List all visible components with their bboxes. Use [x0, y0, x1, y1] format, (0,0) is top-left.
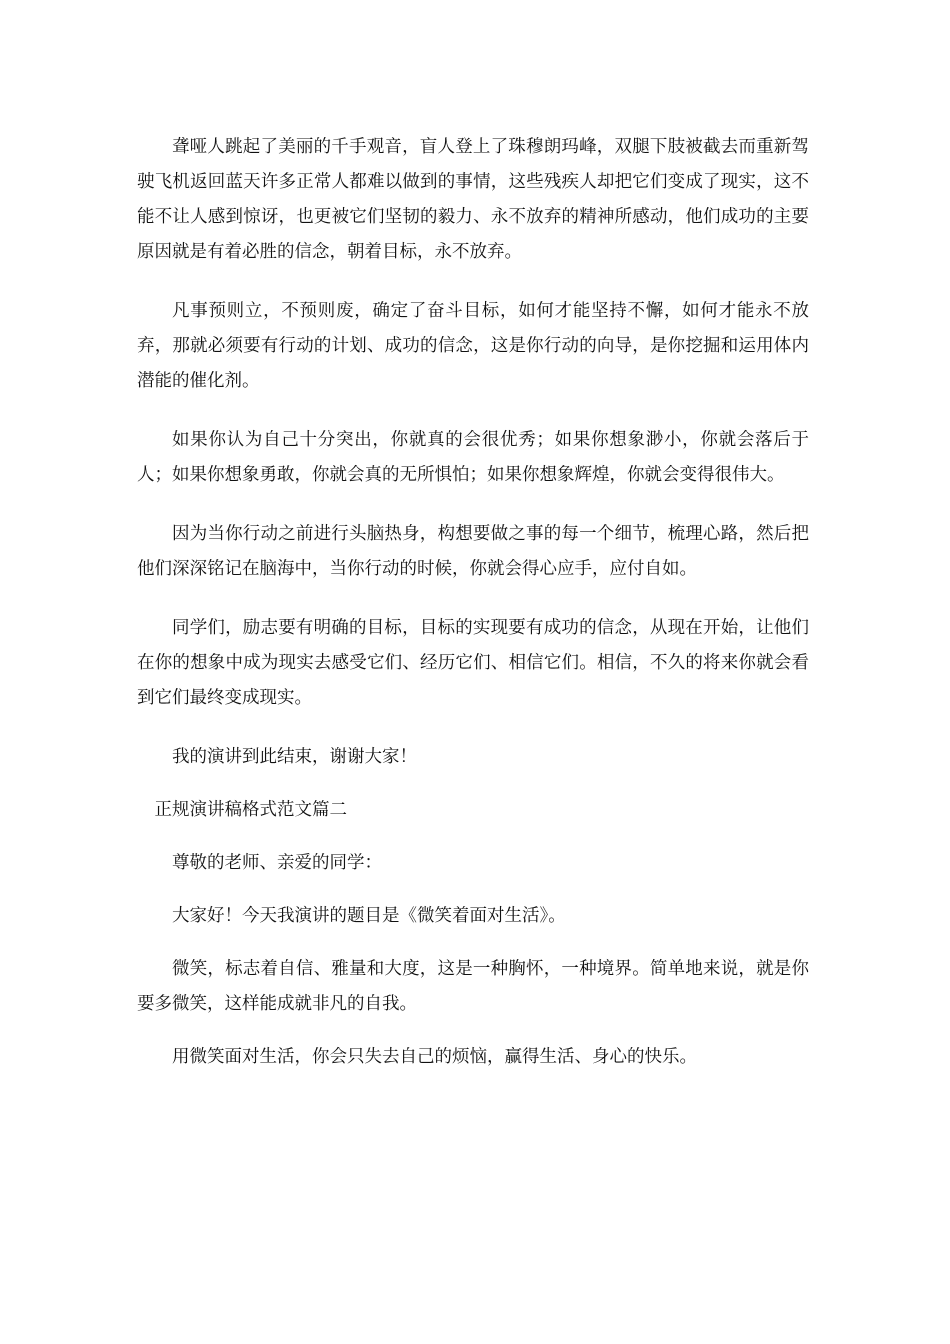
paragraph-1: 聋哑人跳起了美丽的千手观音，盲人登上了珠穆朗玛峰，双腿下肢被截去而重新驾驶飞机返回蓝天许多正常人都难以做到的事情，这些残疾人却把它们变成了现实，这不能不让人感到惊讶，也更被它们坚韧的毅力、永不放弃的精神所感动，他们成功的主要原因就是有着必胜的信念，朝着目标，永不放弃。	[137, 137, 809, 262]
salutation: 尊敬的老师、亲爱的同学：	[172, 853, 382, 873]
paragraph-smile: 微笑，标志着自信、雅量和大度，这是一种胸怀，一种境界。简单地来说，就是你要多微笑，这样能成就非凡的自我。	[137, 959, 809, 1014]
document-body	[137, 130, 809, 1093]
paragraph-2: 凡事预则立，不预则废，确定了奋斗目标，如何才能坚持不懈，如何才能永不放弃，那就必须要有行动的计划、成功的信念，这是你行动的向导，是你挖掘和运用体内潜能的催化剂。	[137, 301, 809, 391]
paragraph-5: 同学们，励志要有明确的目标，目标的实现要有成功的信念，从现在开始，让他们在你的想象中成为现实去感受它们、经历它们、相信它们。相信，不久的将来你就会看到它们最终变成现实。	[137, 618, 809, 708]
paragraph-life: 用微笑面对生活，你会只失去自己的烦恼，赢得生活、身心的快乐。	[172, 1047, 697, 1067]
paragraph-3: 如果你认为自己十分突出，你就真的会很优秀；如果你想象渺小，你就会落后于人；如果你想象勇敢，你就会真的无所惧怕；如果你想象辉煌，你就会变得很伟大。	[137, 430, 809, 485]
greeting-line: 大家好！今天我演讲的题目是《微笑着面对生活》。	[172, 906, 566, 926]
closing-line: 我的演讲到此结束，谢谢大家！	[172, 747, 417, 767]
section-title: 正规演讲稿格式范文篇二	[154, 800, 347, 820]
paragraph-4: 因为当你行动之前进行头脑热身，构想要做之事的每一个细节，梳理心路，然后把他们深深铭记在脑海中，当你行动的时候，你就会得心应手，应付自如。	[137, 524, 809, 579]
